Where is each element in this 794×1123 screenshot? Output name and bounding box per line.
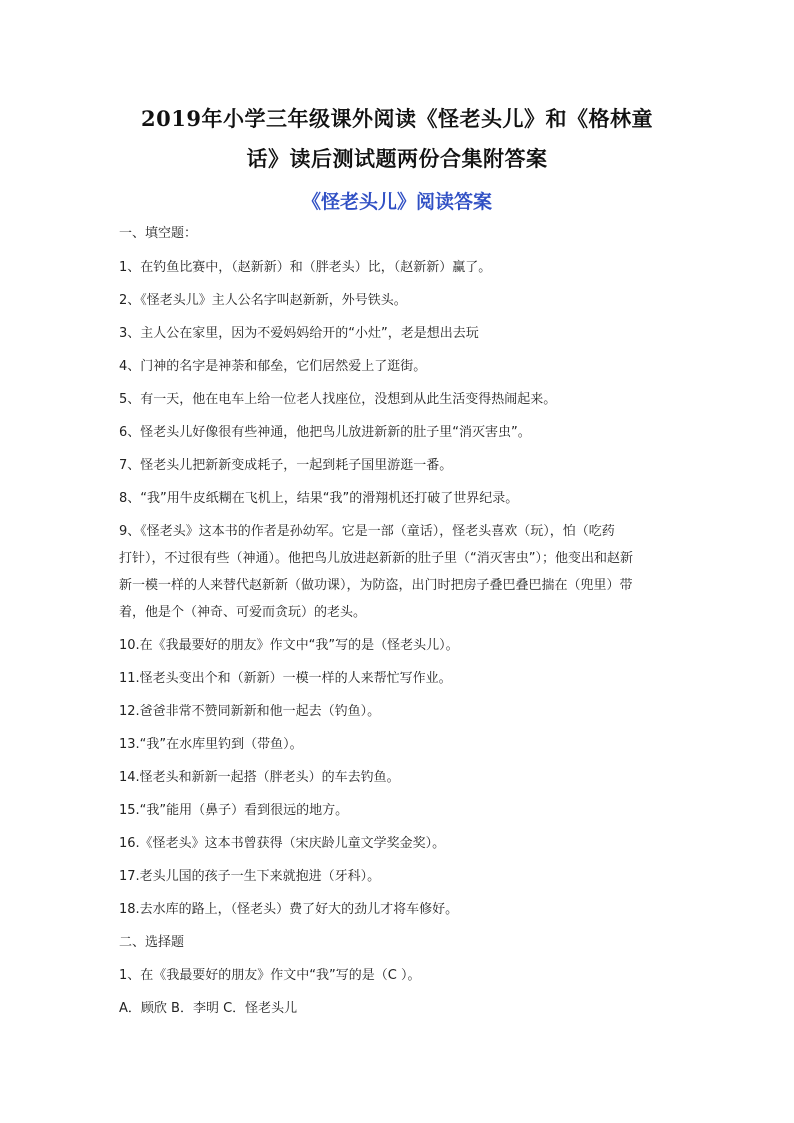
list-item: 1、在钓鱼比赛中，（赵新新）和（胖老头）比，（赵新新）赢了。 <box>119 260 492 275</box>
list-item: 3、主人公在家里，因为不爱妈妈给开的“小灶”，老是想出去玩 <box>119 326 479 341</box>
list-item: 6、怪老头儿好像很有些神通，他把鸟儿放进新新的肚子里“消灭害虫”。 <box>119 425 531 440</box>
list-item-9-line-4: 着，他是个（神奇、可爱而贪玩）的老头。 <box>119 605 367 620</box>
document-title-line-2: 话》读后测试题两份合集附答案 <box>246 146 548 171</box>
list-item: 10.在《我最要好的朋友》作文中“我”写的是（怪老头儿）。 <box>119 638 459 653</box>
section-heading-choice: 二、选择题 <box>119 935 185 950</box>
list-item: 13.“我”在水库里钓到（带鱼）。 <box>119 737 303 752</box>
list-item: 4、门神的名字是神荼和郁垒，它们居然爱上了逛街。 <box>119 359 427 374</box>
list-item: 15.“我”能用（鼻子）看到很远的地方。 <box>119 803 349 818</box>
question-1-options: A．顾欣 B．李明 C．怪老头儿 <box>119 1001 298 1016</box>
list-item: 12.爸爸非常不赞同新新和他一起去（钓鱼）。 <box>119 704 381 719</box>
list-item: 7、怪老头儿把新新变成耗子，一起到耗子国里游逛一番。 <box>119 458 453 473</box>
list-item: 2、《怪老头儿》主人公名字叫赵新新，外号铁头。 <box>119 293 407 308</box>
document-title-line-1: 2019年小学三年级课外阅读《怪老头儿》和《格林童 <box>141 106 653 131</box>
section-subtitle: 《怪老头儿》阅读答案 <box>301 191 492 213</box>
list-item-9-line-3: 新一模一样的人来替代赵新新（做功课），为防盗，出门时把房子叠巴叠巴揣在（兜里）带 <box>119 578 633 593</box>
list-item: 5、有一天，他在电车上给一位老人找座位，没想到从此生活变得热闹起来。 <box>119 392 557 407</box>
list-item: 11.怪老头变出个和（新新）一模一样的人来帮忙写作业。 <box>119 671 452 686</box>
list-item: 14.怪老头和新新一起搭（胖老头）的车去钓鱼。 <box>119 770 400 785</box>
question-1: 1、在《我最要好的朋友》作文中“我”写的是（C ）。 <box>119 968 421 983</box>
list-item-9-line-2: 打针），不过很有些（神通）。他把鸟儿放进赵新新的肚子里（“消灭害虫”）；他变出和赵新 <box>119 551 633 566</box>
list-item: 18.去水库的路上，（怪老头）费了好大的劲儿才将车修好。 <box>119 902 459 917</box>
list-item: 16.《怪老头》这本书曾获得（宋庆龄儿童文学奖金奖）。 <box>119 836 446 851</box>
list-item: 8、“我”用牛皮纸糊在飞机上，结果“我”的滑翔机还打破了世界纪录。 <box>119 491 519 506</box>
list-item: 17.老头儿国的孩子一生下来就抱进（牙科）。 <box>119 869 381 884</box>
section-heading-fill-blank: 一、填空题： <box>119 226 198 241</box>
list-item-9-line-1: 9、《怪老头》这本书的作者是孙幼军。它是一部（童话），怪老头喜欢（玩），怕（吃药 <box>119 524 615 539</box>
